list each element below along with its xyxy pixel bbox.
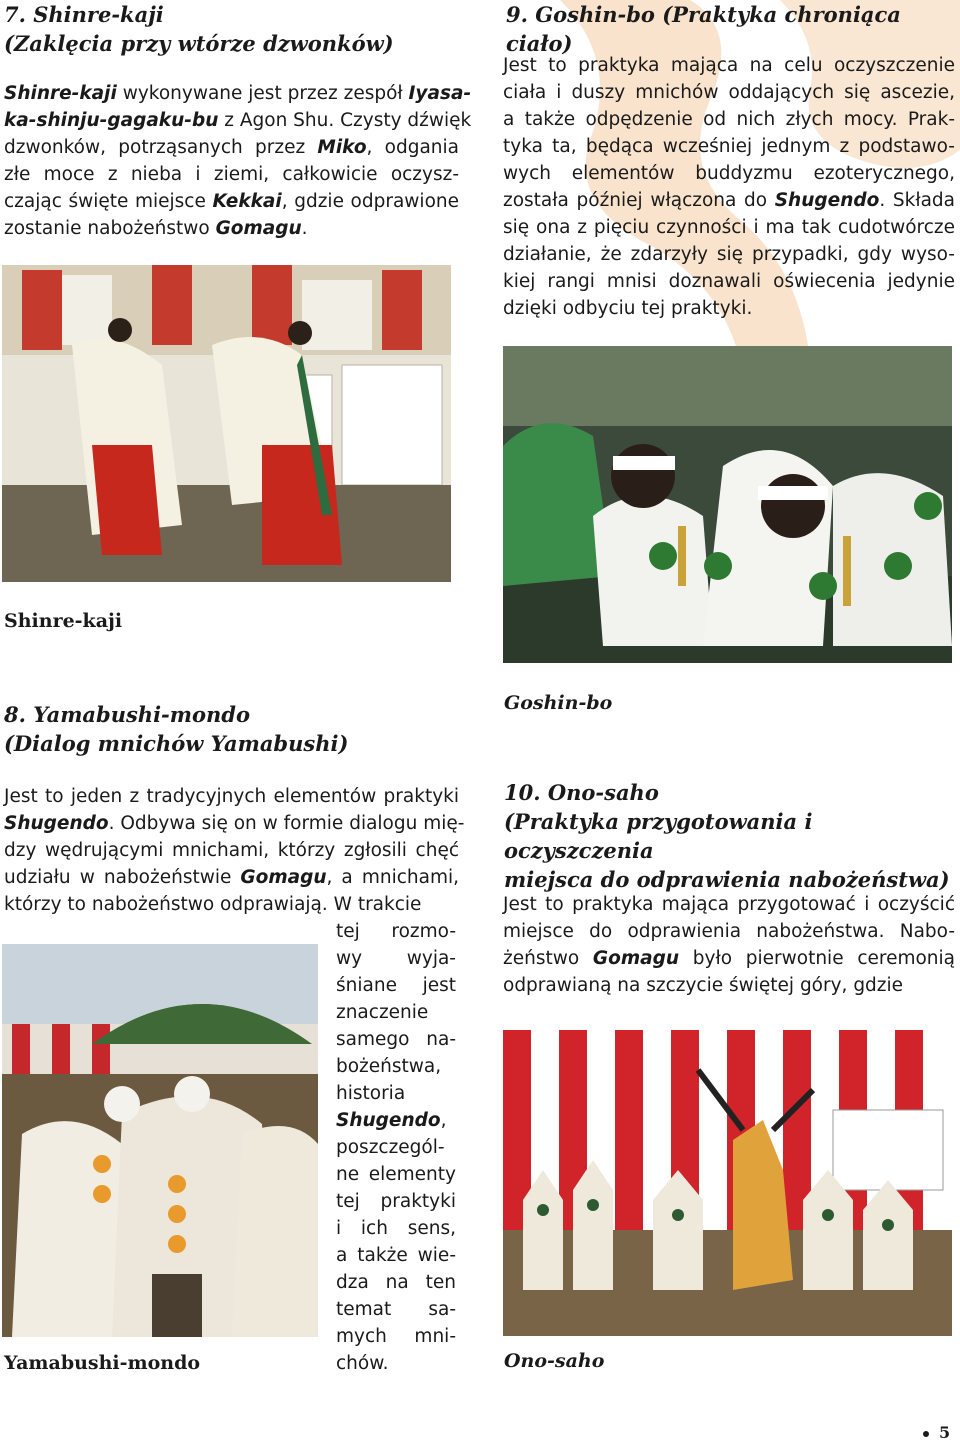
section-10-subtitle-1: (Praktyka przygotowania i oczyszczenia — [504, 809, 813, 863]
text-line — [4, 80, 472, 107]
text-segment: . Składa — [879, 190, 955, 211]
text-segment: poszczegól- — [336, 1137, 445, 1158]
text-line — [4, 837, 459, 864]
text-line — [4, 891, 459, 918]
text-segment: dzwonków, potrząsanych przez — [4, 137, 318, 158]
section-10-title: 10. Ono-saho — [504, 780, 659, 805]
section-7-title: 7. Shinre-kaji — [4, 2, 164, 27]
bullet-icon — [923, 1431, 929, 1437]
text-line — [336, 918, 456, 945]
text-segment: dzy wędrującymi mnichami, którzy zgłosili chęć — [4, 840, 459, 861]
yamabushi-mondo-caption: Yamabushi-mondo — [4, 1352, 201, 1374]
text-segment: a także odpędzenie od nich złych mocy. Prak- — [503, 109, 955, 130]
section-10-paragraph — [503, 891, 955, 999]
text-segment: i ich sens, — [336, 1218, 456, 1239]
emphasis-term: Shinre-kaji — [4, 83, 117, 104]
emphasis-term: Shugendo — [336, 1110, 441, 1131]
text-line — [503, 295, 955, 322]
text-line — [336, 972, 456, 999]
text-line — [503, 972, 955, 999]
text-segment: , odgania — [366, 137, 459, 158]
text-line — [336, 1026, 456, 1053]
text-segment: wych elementów buddyzmu ezoterycznego, — [503, 163, 955, 184]
section-8-narrow-column — [336, 918, 456, 1377]
emphasis-term: ka-shinju-gagaku-bu — [4, 110, 219, 131]
text-line — [503, 268, 955, 295]
text-line — [503, 918, 955, 945]
text-line — [336, 1107, 456, 1134]
emphasis-term: Gomagu — [592, 948, 679, 969]
text-line — [336, 999, 456, 1026]
text-segment: się ona z pięciu czynności i ma tak cudotwórcze — [503, 217, 955, 238]
text-line — [336, 1242, 456, 1269]
text-segment: znaczenie — [336, 1002, 429, 1023]
text-segment: odprawianą na szczycie świętej góry, gdzie — [503, 975, 904, 996]
text-segment: , a mnichami, — [326, 867, 459, 888]
text-line — [336, 1323, 456, 1350]
text-segment: tej praktyki — [336, 1191, 456, 1212]
text-line — [503, 160, 955, 187]
text-segment: miejsce do odprawienia nabożeństwa. Nabo- — [503, 921, 955, 942]
text-segment: tej rozmo- — [336, 921, 456, 942]
text-line — [503, 945, 955, 972]
text-segment: samego na- — [336, 1029, 456, 1050]
text-segment: udziału w nabożeństwie — [4, 867, 241, 888]
text-line — [336, 945, 456, 972]
text-segment: ne elementy — [336, 1164, 456, 1185]
emphasis-term: Kekkai — [212, 191, 282, 212]
text-segment: dzięki odbyciu tej praktyki. — [503, 298, 753, 319]
text-segment: bożeństwa, — [336, 1056, 442, 1077]
text-line — [503, 79, 955, 106]
text-line — [336, 1269, 456, 1296]
text-line — [503, 133, 955, 160]
text-segment: złe moce z nieba i ziemi, całkowicie oczysz- — [4, 164, 459, 185]
text-segment: dza na ten — [336, 1272, 456, 1293]
goshin-bo-caption: Goshin-bo — [504, 692, 613, 714]
text-line — [336, 1296, 456, 1323]
yamabushi-mondo-photo — [2, 944, 318, 1337]
text-segment: temat sa- — [336, 1299, 456, 1320]
text-line — [336, 1350, 456, 1377]
text-line — [4, 188, 459, 215]
text-segment: , — [440, 1110, 447, 1131]
text-line — [4, 161, 459, 188]
page-number-label: 5 — [939, 1423, 951, 1442]
ono-saho-caption: Ono-saho — [504, 1350, 605, 1372]
shinre-kaji-photo — [2, 265, 451, 582]
section-10-heading — [504, 778, 954, 894]
text-segment: zostanie nabożeństwo — [4, 218, 216, 239]
text-segment: chów. — [336, 1353, 389, 1374]
text-line — [336, 1161, 456, 1188]
text-line — [503, 891, 955, 918]
section-7-paragraph — [4, 80, 472, 242]
text-line — [4, 107, 472, 134]
text-line — [336, 1188, 456, 1215]
text-line — [4, 215, 459, 242]
text-segment: wy wyja- — [336, 948, 456, 969]
text-segment: Jest to praktyka mająca na celu oczyszczenie — [503, 55, 955, 76]
section-7-heading — [4, 0, 474, 58]
text-segment: którzy to nabożeństwo odprawiają. W trakcie — [4, 894, 422, 915]
section-8-title: 8. Yamabushi-mondo — [4, 702, 250, 727]
text-segment: tyka ta, będąca wcześniej jednym z podstawo- — [503, 136, 955, 157]
section-9-heading: 9. Goshin-bo (Praktyka chroniąca ciało) — [506, 2, 901, 56]
text-segment: wykonywane jest przez zespół — [116, 83, 409, 104]
goshin-bo-photo — [503, 346, 952, 663]
text-segment: Jest to praktyka mająca przygotować i oczyścić — [503, 894, 955, 915]
text-line — [4, 810, 465, 837]
text-line — [4, 864, 459, 891]
text-line — [336, 1134, 456, 1161]
text-segment: . Odbywa się on w formie dialogu mię- — [108, 813, 465, 834]
section-10-subtitle-2: miejsca do odprawienia nabożeństwa) — [504, 867, 950, 892]
text-segment: było pierwotnie ceremonią — [679, 948, 956, 969]
text-line — [503, 52, 955, 79]
text-line — [336, 1215, 456, 1242]
text-segment: . — [301, 218, 308, 239]
shinre-kaji-caption: Shinre-kaji — [4, 610, 123, 632]
text-line — [503, 241, 955, 268]
text-segment: kiej rangi mnisi doznawali oświecenia jedynie — [503, 271, 955, 292]
text-segment: a także wie- — [336, 1245, 456, 1266]
text-segment: działanie, że zdarzyły się przypadki, gdy wyso- — [503, 244, 955, 265]
text-segment: , gdzie odprawione — [281, 191, 459, 212]
text-line — [4, 783, 459, 810]
emphasis-term: Miko — [317, 137, 367, 158]
text-segment: mych mni- — [336, 1326, 456, 1347]
text-segment: z Agon Shu. Czysty dźwięk — [218, 110, 472, 131]
page-number — [923, 1423, 950, 1442]
section-8-paragraph — [4, 783, 465, 918]
section-7-subtitle: (Zaklęcia przy wtórze dzwonków) — [4, 31, 394, 56]
text-line — [503, 214, 955, 241]
emphasis-term: Iyasa- — [408, 83, 472, 104]
text-segment: czając święte miejsce — [4, 191, 213, 212]
text-segment: Jest to jeden z tradycyjnych elementów praktyki — [4, 786, 459, 807]
text-line — [503, 187, 955, 214]
text-segment: żeństwo — [503, 948, 593, 969]
section-8-subtitle: (Dialog mnichów Yamabushi) — [4, 731, 349, 756]
text-segment: historia — [336, 1083, 406, 1104]
emphasis-term: Gomagu — [215, 218, 302, 239]
text-segment: śniane jest — [336, 975, 456, 996]
text-segment: ciała i duszy mnichów oddających się ascezie, — [503, 82, 955, 103]
text-segment: została później włączona do — [503, 190, 775, 211]
emphasis-term: Shugendo — [4, 813, 109, 834]
section-8-heading — [4, 700, 474, 758]
emphasis-term: Gomagu — [240, 867, 327, 888]
section-9-paragraph — [503, 52, 955, 322]
ono-saho-photo — [503, 1030, 952, 1336]
text-line — [336, 1080, 456, 1107]
text-line — [4, 134, 459, 161]
emphasis-term: Shugendo — [774, 190, 880, 211]
text-line — [336, 1053, 456, 1080]
text-line — [503, 106, 955, 133]
